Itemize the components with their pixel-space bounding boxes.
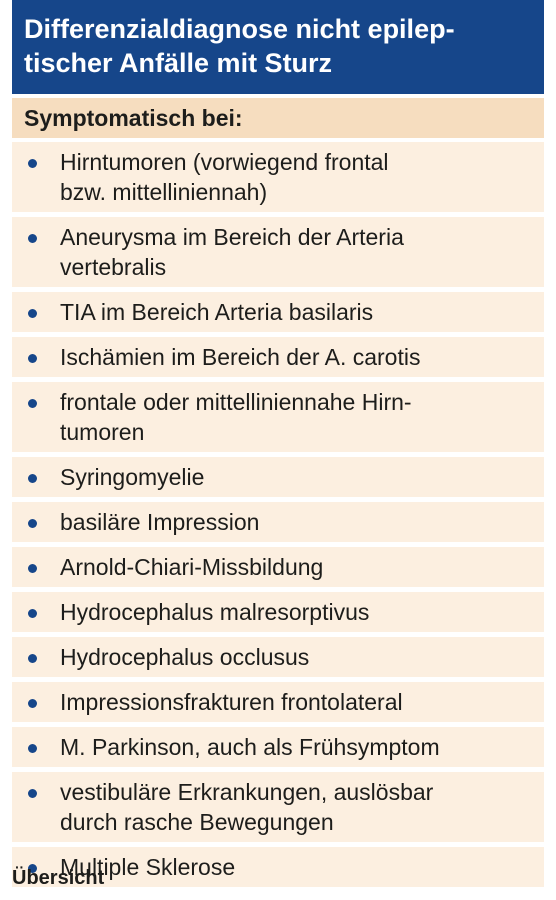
list-item xyxy=(12,592,544,632)
list-item-text: basiläre Impression xyxy=(60,509,260,535)
list-item xyxy=(12,727,544,767)
list-item-text: frontale oder mittelliniennahe Hirn- tumoren xyxy=(60,389,412,445)
bullet-icon xyxy=(28,387,60,408)
bullet-icon xyxy=(28,597,60,618)
list-item xyxy=(12,382,544,452)
list-item xyxy=(12,637,544,677)
list-item-text: Hydrocephalus occlusus xyxy=(60,644,310,670)
list-item-text: Syringomyelie xyxy=(60,464,205,490)
bullet-icon xyxy=(28,462,60,483)
bullet-icon xyxy=(28,147,60,168)
title-line-2: tischer Anfälle mit Sturz xyxy=(24,48,333,78)
list-item xyxy=(12,142,544,212)
list-item xyxy=(12,457,544,497)
bullet-icon xyxy=(28,342,60,363)
bullet-icon xyxy=(28,732,60,753)
bullet-icon xyxy=(28,507,60,528)
caption: Übersicht xyxy=(12,867,105,889)
list-item xyxy=(12,337,544,377)
symptom-list xyxy=(12,142,544,887)
bullet-icon xyxy=(28,552,60,573)
list-item xyxy=(12,217,544,287)
title-line-1: Differenzialdiagnose nicht epilep- xyxy=(24,14,455,44)
list-item-text: Arnold-Chiari-Missbildung xyxy=(60,554,324,580)
list-item-text: vestibuläre Erkrankungen, auslösbar durch rasche Bewegungen xyxy=(60,779,434,835)
list-item-text: Ischämien im Bereich der A. carotis xyxy=(60,344,421,370)
bullet-icon xyxy=(28,687,60,708)
bullet-icon xyxy=(28,642,60,663)
bullet-icon xyxy=(28,222,60,243)
box-title xyxy=(12,0,544,94)
list-item-text: M. Parkinson, auch als Frühsymptom xyxy=(60,734,440,760)
list-item xyxy=(12,292,544,332)
list-item-text: Hydrocephalus malresorptivus xyxy=(60,599,370,625)
list-item xyxy=(12,502,544,542)
info-box xyxy=(12,0,544,892)
list-item-text: Impressionsfrakturen frontolateral xyxy=(60,689,403,715)
list-item-text: Multiple Sklerose xyxy=(60,854,236,880)
list-item-text: TIA im Bereich Arteria basilaris xyxy=(60,299,374,325)
list-item xyxy=(12,547,544,587)
list-item xyxy=(12,682,544,722)
list-item-text: Aneurysma im Bereich der Arteria vertebralis xyxy=(60,224,404,280)
list-item-text: Hirntumoren (vorwiegend frontal bzw. mittelliniennah) xyxy=(60,149,389,205)
bullet-icon xyxy=(28,297,60,318)
section-header: Symptomatisch bei: xyxy=(12,98,544,138)
list-item xyxy=(12,772,544,842)
bullet-icon xyxy=(28,777,60,798)
